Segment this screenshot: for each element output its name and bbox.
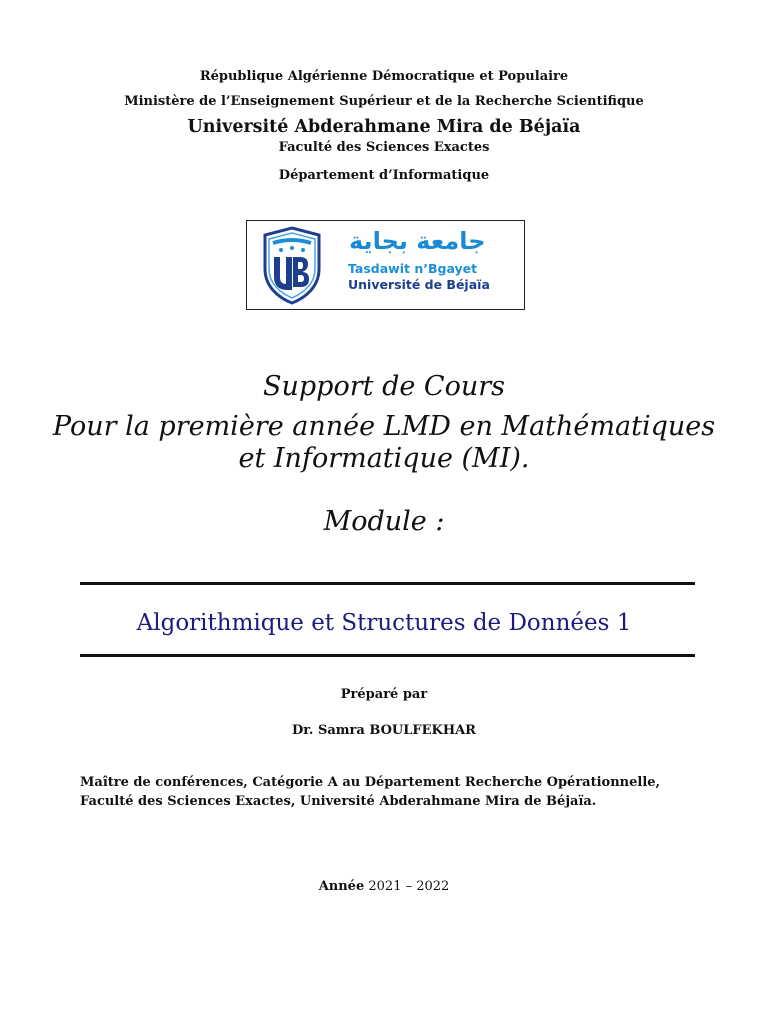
top-rule	[80, 582, 695, 585]
ministry-line: Ministère de l’Enseignement Supérieur et de la Recherche Scientifique	[124, 94, 644, 109]
academic-year	[0, 879, 768, 894]
author-name: Dr. Samra BOULFEKHAR	[292, 723, 476, 738]
logo-kabyle-name: Tasdawit n’Bgayet	[348, 261, 478, 276]
bottom-rule	[80, 654, 695, 657]
module-name: Algorithmique et Structures de Données 1	[136, 610, 632, 636]
faculty-line: Faculté des Sciences Exactes	[278, 140, 490, 155]
university-emblem-icon	[259, 225, 325, 305]
audience-line-1: Pour la première année LMD en Mathématiques	[52, 411, 716, 442]
year-label: Année	[318, 879, 365, 894]
course-support-title: Support de Cours	[263, 371, 505, 402]
logo-arabic-name: جامعة بجاية	[349, 227, 486, 255]
author-affiliation-line-1: Maître de conférences, Catégorie A au Département Recherche Opérationnelle,	[80, 775, 661, 790]
year-value: 2021 – 2022	[368, 879, 450, 894]
audience-line-2: et Informatique (MI).	[238, 443, 530, 474]
university-name: Université Abderahmane Mira de Béjaïa	[187, 117, 581, 137]
university-logo	[246, 220, 525, 310]
department-line: Département d’Informatique	[278, 168, 490, 183]
republic-line: République Algérienne Démocratique et Populaire	[199, 69, 569, 84]
author-affiliation-line-2: Faculté des Sciences Exactes, Université Abderahmane Mira de Béjaïa.	[80, 794, 597, 809]
logo-french-name: Université de Béjaïa	[348, 277, 490, 292]
module-label: Module :	[323, 506, 445, 537]
prepared-by-label: Préparé par	[340, 687, 428, 702]
